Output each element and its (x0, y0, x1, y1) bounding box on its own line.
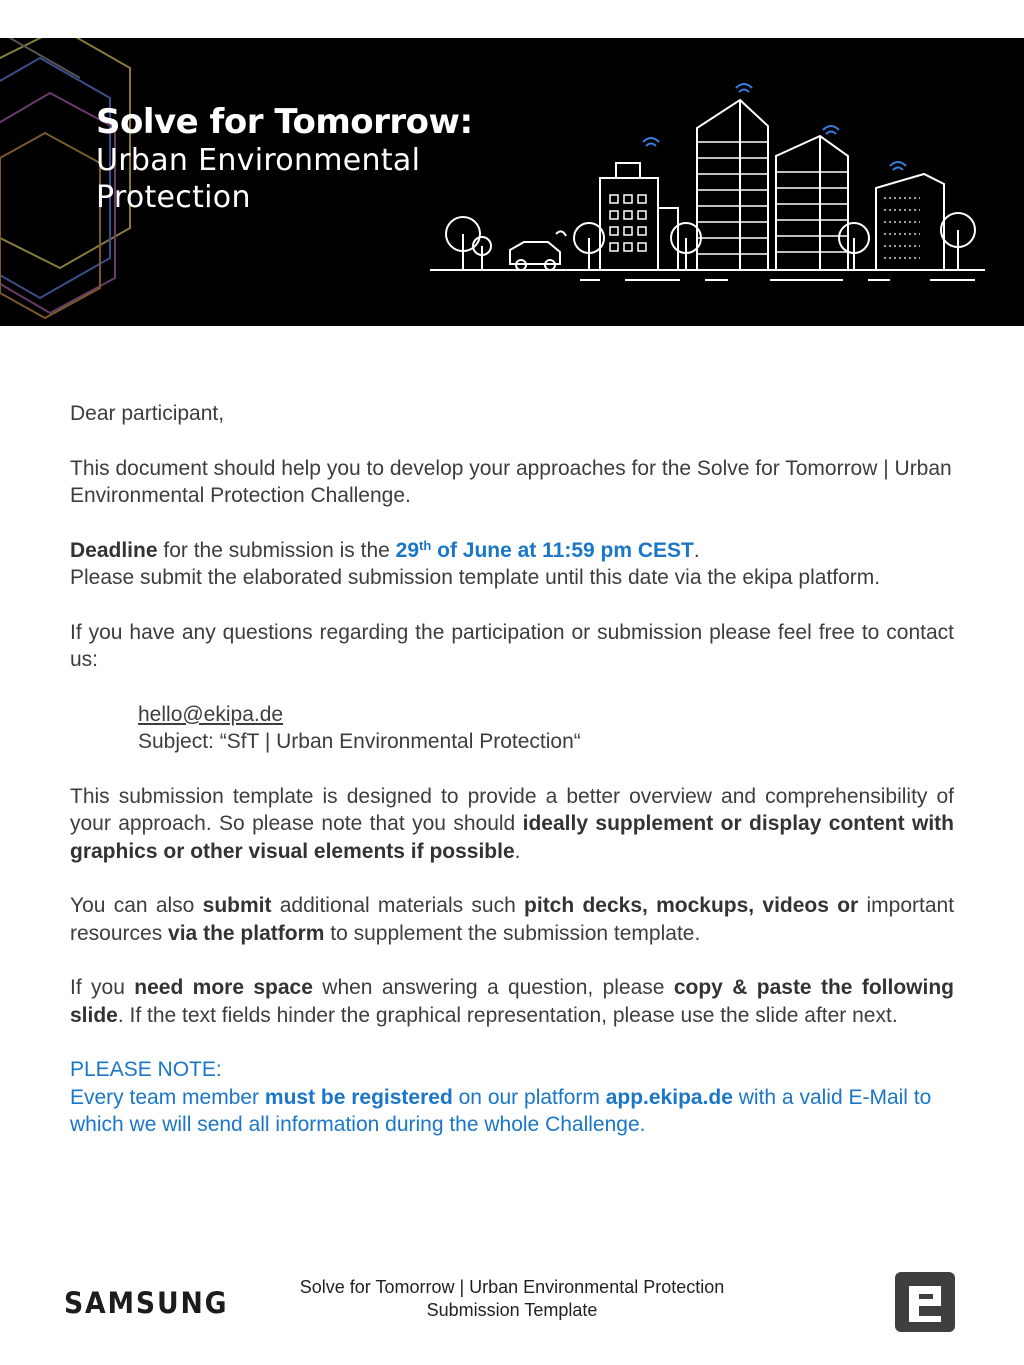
deadline-suffix: th (419, 537, 432, 553)
materials-text-3: important resources (70, 894, 955, 945)
template-emphasis: ideally supplement or display content with graphics or other visual elements if possible (70, 812, 954, 863)
banner-title (96, 102, 473, 216)
materials-text-2: additional materials such (271, 894, 525, 917)
footer-line2: Submission Template (426, 1300, 598, 1320)
space-text-2: when answering a question, please (312, 976, 674, 999)
note-text-1: Every team member (70, 1085, 265, 1109)
deadline-day: 29 (395, 538, 419, 562)
deadline-period: . (693, 538, 700, 562)
space-text-3: . If the text fields hinder the graphical representation, please use the slide after next. (117, 1003, 898, 1027)
note-text-3: with a valid E-Mail to which we will send all information during the whole Challenge. (70, 1085, 932, 1136)
contact-block (70, 701, 954, 756)
submit-instruction: Please submit the elaborated submission template until this date via the ekipa platform. (70, 566, 881, 589)
wifi-signal-icon (643, 84, 906, 170)
deadline-label: Deadline (70, 538, 158, 562)
header-banner (0, 38, 1024, 326)
greeting: Dear participant, (70, 402, 225, 425)
banner-title-line3: Protection (96, 180, 251, 215)
materials-bold-1: submit (202, 894, 272, 917)
footer-line1: Solve for Tomorrow | Urban Environmental Protection (299, 1277, 725, 1297)
note-text-2: on our platform (452, 1085, 606, 1109)
intro-paragraph: This document should help you to develop your approaches for the Solve for Tomorrow | Urban Environmental Protection Challenge. (70, 456, 952, 507)
materials-text-4: to supplement the submission template. (324, 921, 701, 945)
ekipa-logo-icon (895, 1272, 955, 1332)
template-paragraph (70, 783, 954, 866)
city-skyline-icon (430, 100, 985, 280)
deadline-text: for the submission is the (157, 538, 396, 562)
banner-title-line2: Urban Environmental (96, 143, 421, 178)
email-subject: Subject: “SfT | Urban Environmental Protection“ (138, 730, 581, 753)
banner-title-line1: Solve for Tomorrow: (96, 102, 473, 142)
materials-bold-3: via the platform (168, 921, 325, 945)
space-bold-1: need more space (134, 976, 313, 999)
space-bold-2: copy & paste the following slide (70, 976, 954, 1027)
footer-caption (262, 1276, 762, 1322)
space-paragraph (70, 974, 954, 1029)
note-bold-1: must be registered (264, 1085, 453, 1109)
deadline-paragraph (70, 537, 954, 592)
note-title: PLEASE NOTE: (70, 1058, 222, 1081)
template-text: This submission template is designed to provide a better overview and comprehensibility of your approach. So please note that you should (70, 784, 954, 835)
note-platform-link[interactable]: app.ekipa.de (605, 1085, 733, 1109)
samsung-logo: SAMSUNG (64, 1286, 229, 1320)
note-paragraph (70, 1056, 990, 1139)
template-period: . (514, 839, 521, 863)
space-text-1: If you (70, 976, 135, 999)
materials-paragraph (70, 892, 954, 947)
letter-body (70, 400, 954, 1166)
materials-text-1: You can also (70, 894, 203, 917)
deadline-date: of June at 11:59 pm CEST (431, 538, 694, 562)
materials-bold-2: pitch decks, mockups, videos or (524, 894, 859, 917)
questions-paragraph: If you have any questions regarding the participation or submission please feel free to contact us: (70, 620, 954, 671)
email-link[interactable]: hello@ekipa.de (138, 702, 284, 726)
